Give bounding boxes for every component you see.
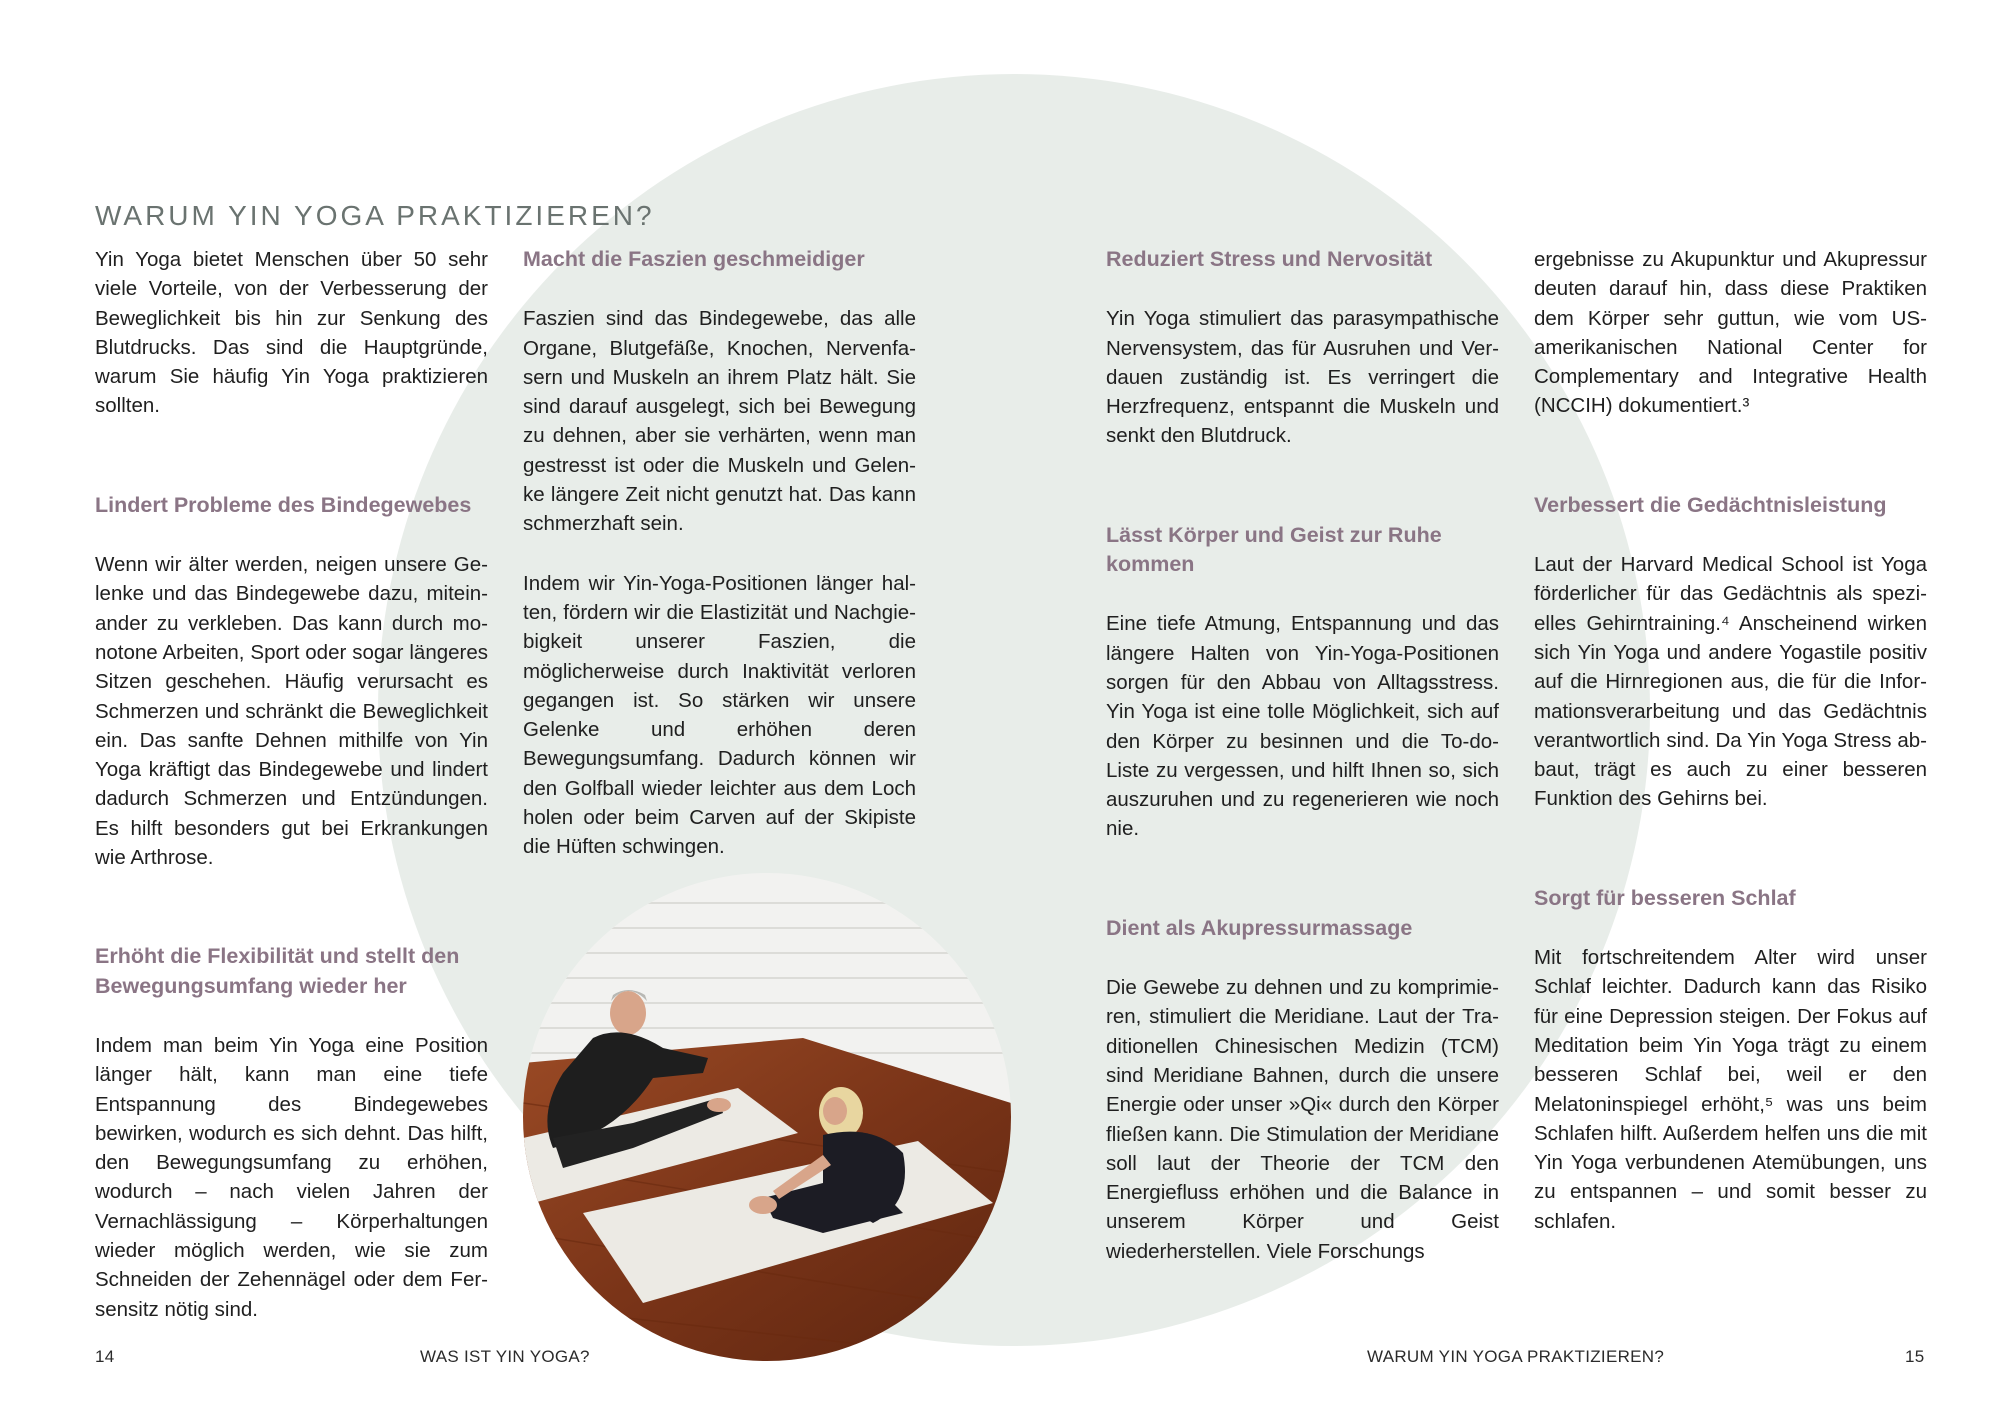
column-4 — [1534, 245, 1927, 1236]
text-faszien-2: Indem wir Yin-Yoga-Positionen länger halten, fördern wir die Elastizität und Nachgiebigkeit unserer Faszien, die möglicherweise durch Inaktivität verloren gegangen ist. So stärken wir unsere Gelenke und erhöhen deren Bewegungsumfang. Dadurch können wir den Golfball wieder leichter aus dem Loch holen oder beim Carven auf der Skipiste die Hüften schwingen. — [523, 571, 916, 859]
text-bindegewebe: Wenn wir älter werden, neigen unsere Gelenke und das Bindegewebe dazu, miteinander zu verkleben. Das kann durch monotone Arbeiten, Sport oder sogar längeres Sitzen geschehen. Häufig verursacht es Schmerzen und schränkt die Beweglichkeit ein. Das sanfte Dehnen mithilfe von Yin Yoga kräftigt das Bindegewebe und lindert dadurch Schmerzen und Entzündungen. Es hilft besonders gut bei Erkrankungen wie Arthrose. — [95, 553, 488, 870]
yoga-photo-illustration — [523, 873, 1011, 1361]
heading-faszien: Macht die Faszien geschmeidiger — [523, 247, 865, 271]
text-akupressur-continued: ergebnisse zu Akupunktur und Akupressur deuten darauf hin, dass diese Praktiken dem Körper sehr guttun, wie vom US-amerikanischen National Center for Complementary and Integrative Health (NCCIH) dokumentiert.³ — [1534, 248, 1927, 418]
text-akupressur: Die Gewebe zu dehnen und zu komprimieren, stimuliert die Meridiane. Laut der Traditionellen Chinesischen Medizin (TCM) sind Meridiane Bahnen, durch die unsere Energie oder unser »Qi« durch den Körper fließen kann. Die Stimulation der Meridiane soll laut der Theorie der TCM den Energiefluss erhöhen und die Balance in unserem Körper und Geist wiederherstellen. Viele Forschungs — [1106, 976, 1499, 1263]
heading-akupressur: Dient als Akupressurmassage — [1106, 915, 1413, 940]
right-page-number: 15 — [1905, 1347, 1925, 1366]
column-2 — [523, 245, 916, 862]
text-faszien-1: Faszien sind das Bindegewebe, das alle Organe, Blutgefäße, Knochen, Nervenfasern und Muskeln an ihrem Platz hält. Sie sind darauf ausgelegt, sich bei Bewegung zu dehnen, aber sie verhärten, wenn man gestresst ist oder die Muskeln und Gelenke längere Zeit nicht genutzt hat. Das kann schmerzhaft sein. — [523, 307, 916, 536]
intro-text: Yin Yoga bietet Menschen über 50 sehr viele Vorteile, von der Verbesserung der Beweglichkeit bis hin zur Senkung des Blutdrucks. Das sind die Hauptgründe, warum Sie häufig Yin Yoga praktizieren sollten. — [95, 248, 488, 418]
heading-ruhe: Lässt Körper und Geist zur Ruhe kommen — [1106, 522, 1442, 577]
heading-gedaechtnis: Verbessert die Gedächtnisleistung — [1534, 492, 1887, 517]
text-ruhe: Eine tiefe Atmung, Entspannung und das längere Halten von Yin-Yoga-Positionen sorgen für den Abbau von Alltagsstress. Yin Yoga ist eine tolle Möglichkeit, sich auf den Körper zu besinnen und die To-do-Liste zu vergessen, und hilft Ihnen so, sich auszuruhen und zu regenerieren wie noch nie. — [1106, 612, 1499, 841]
column-3 — [1106, 245, 1499, 1266]
heading-flexibilitaet: Erhöht die Flexibilität und stellt den Bewegungsumfang wieder her — [95, 944, 460, 998]
column-1 — [95, 245, 488, 1324]
text-schlaf: Mit fortschreitendem Alter wird unser Schlaf leichter. Dadurch kann das Risiko für eine Depression steigen. Der Fokus auf Meditation beim Yin Yoga trägt zu einem besseren Schlaf bei, weil er den Melatoninspiegel erhöht,⁵ was uns beim Schlafen hilft. Außerdem helfen uns die mit Yin Yoga verbundenen Atemübungen, uns zu entspannen – und somit besser zu schlafen. — [1534, 946, 1927, 1233]
left-running-title: WAS IST YIN YOGA? — [420, 1347, 590, 1366]
heading-schlaf: Sorgt für besseren Schlaf — [1534, 885, 1796, 910]
heading-bindegewebe: Lindert Probleme des Bindegewebes — [95, 492, 472, 517]
yoga-photo — [523, 873, 1011, 1361]
right-running-title: WARUM YIN YOGA PRAKTIZIEREN? — [1367, 1347, 1665, 1366]
text-stress: Yin Yoga stimuliert das parasympathische Nervensystem, das für Ausruhen und Verdauen zuständig ist. Es verringert die Herzfrequenz, entspannt die Muskeln und senkt den Blutdruck. — [1106, 307, 1499, 448]
text-gedaechtnis: Laut der Harvard Medical School ist Yoga förderlicher für das Gedächtnis als spezielles Gehirntraining.⁴ Anscheinend wirken sich Yin Yoga und andere Yogastile positiv auf die Hirnregionen aus, die für die Informationsverarbeitung und das Gedächtnis verantwortlich sind. Da Yin Yoga Stress abbaut, trägt es auch zu einer besseren Funktion des Gehirns bei. — [1534, 553, 1927, 811]
text-flexibilitaet: Indem man beim Yin Yoga eine Position länger hält, kann man eine tiefe Entspannung des Bindegewebes bewirken, wodurch es sich dehnt. Das hilft, den Bewegungsumfang zu erhöhen, wodurch – nach vielen Jahren der Vernachlässigung – Körperhaltungen wieder möglich werden, wie sie zum Schneiden der Zehennägel oder dem Fersensitz nötig sind. — [95, 1033, 488, 1321]
page-title: WARUM YIN YOGA PRAKTIZIEREN? — [95, 199, 655, 231]
heading-stress: Reduziert Stress und Nervosität — [1106, 247, 1433, 271]
left-page-number: 14 — [95, 1347, 115, 1366]
